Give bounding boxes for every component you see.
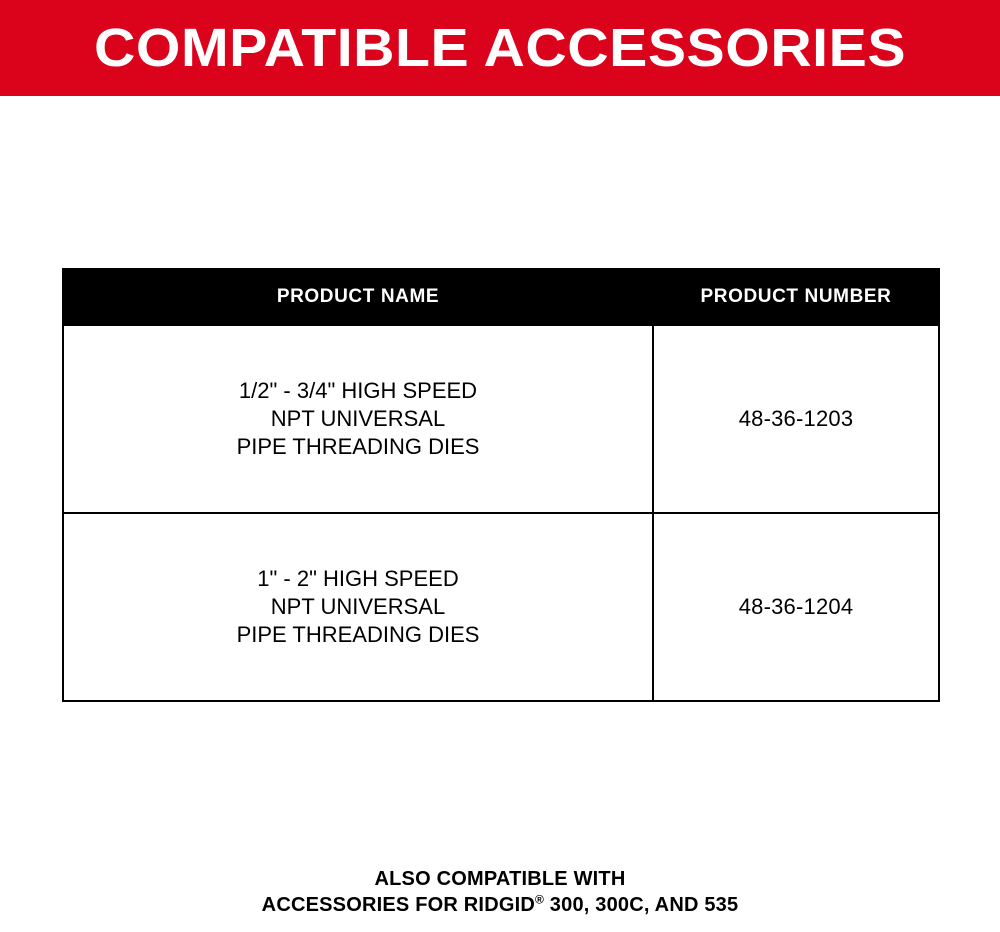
footer-line-2-prefix: ACCESSORIES FOR RIDGID xyxy=(261,894,535,916)
cell-product-number: 48-36-1204 xyxy=(653,513,939,701)
table-body xyxy=(63,325,939,701)
compatible-accessories-table xyxy=(62,268,940,702)
accessories-table-container xyxy=(62,268,938,702)
footer-compatibility-note xyxy=(0,866,1000,918)
product-name-line: PIPE THREADING DIES xyxy=(236,622,480,647)
column-header-product-number: PRODUCT NUMBER xyxy=(653,269,939,325)
cell-product-name xyxy=(63,513,653,701)
product-name-line: 1" - 2" HIGH SPEED xyxy=(257,566,459,591)
registered-trademark-icon: ® xyxy=(535,892,545,907)
column-header-product-name: PRODUCT NAME xyxy=(63,269,653,325)
product-name-line: 1/2" - 3/4" HIGH SPEED xyxy=(238,378,478,403)
footer-line-2-suffix: 300, 300C, AND 535 xyxy=(544,894,739,916)
footer-line-1: ALSO COMPATIBLE WITH xyxy=(374,868,626,890)
product-name-line: NPT UNIVERSAL xyxy=(270,406,446,431)
table-header xyxy=(63,269,939,325)
page-title: COMPATIBLE ACCESSORIES xyxy=(93,18,907,78)
header-banner xyxy=(0,0,1000,96)
cell-product-name xyxy=(63,325,653,513)
table-header-row xyxy=(63,269,939,325)
product-name-line: PIPE THREADING DIES xyxy=(236,434,480,459)
cell-product-number: 48-36-1203 xyxy=(653,325,939,513)
table-row xyxy=(63,325,939,513)
footer-line-2 xyxy=(0,892,1000,918)
product-name-line: NPT UNIVERSAL xyxy=(270,594,446,619)
table-row xyxy=(63,513,939,701)
